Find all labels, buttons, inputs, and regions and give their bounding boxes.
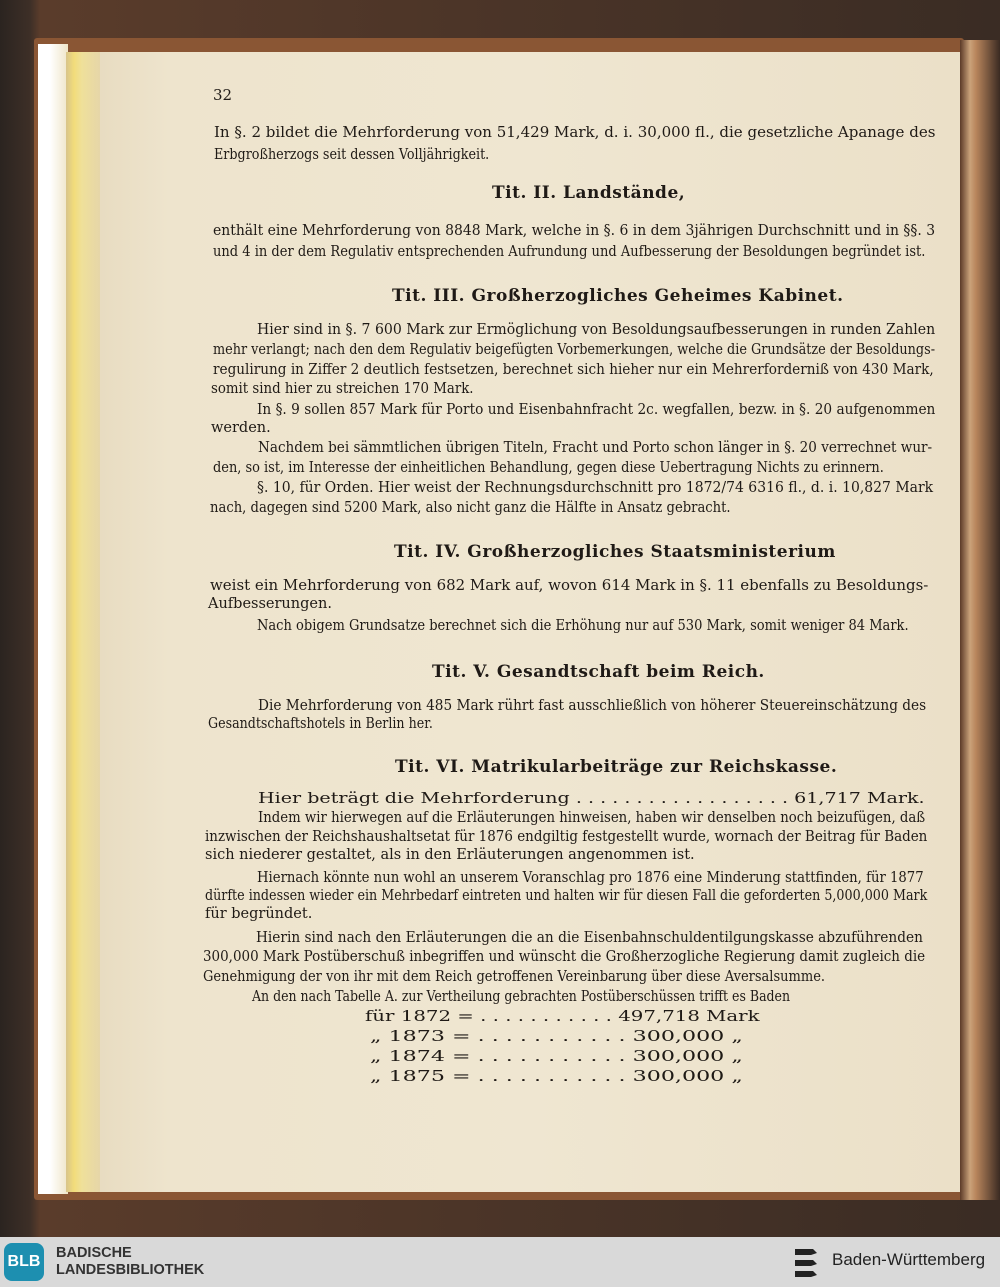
text-line: für 1872 = . . . . . . . . . . . 497,718 Mark [365, 1009, 760, 1025]
text-line: Aufbesserungen. [208, 596, 332, 612]
text-line: In §. 2 bildet die Mehrforderung von 51,429 Mark, d. i. 30,000 fl., die gesetzliche Apanage des [214, 125, 936, 141]
text-line: Hierin sind nach den Erläuterungen die an die Eisenbahnschuldentilgungskasse abzuführenden [256, 930, 923, 946]
text-line: In §. 9 sollen 857 Mark für Porto und Eisenbahnfracht 2c. wegfallen, bezw. in §. 20 aufgenommen [257, 402, 936, 418]
footer-bar [0, 1237, 1000, 1287]
text-line: Genehmigung der von ihr mit dem Reich getroffenen Vereinbarung über diese Aversalsumme. [203, 969, 826, 985]
section-heading: Tit. IV. Großherzogliches Staatsministerium [394, 542, 836, 562]
text-line: „ 1873 = . . . . . . . . . . . 300,000 „ [370, 1029, 743, 1045]
text-line: für begründet. [205, 906, 313, 922]
text-line: inzwischen der Reichshaushaltsetat für 1876 endgiltig festgestellt wurde, wornach der Beitrag für Baden [205, 829, 928, 845]
text-line: Die Mehrforderung von 485 Mark rührt fast ausschließlich von höherer Steuereinschätzung des [258, 698, 927, 714]
text-line: Hier sind in §. 7 600 Mark zur Ermöglichung von Besoldungsaufbesserungen in runden Zahlen [257, 322, 936, 338]
text-line: §. 10, für Orden. Hier weist der Rechnungsdurchschnitt pro 1872/74 6316 fl., d. i. 10,827 Mark [257, 480, 934, 496]
text-line: „ 1874 = . . . . . . . . . . . 300,000 „ [370, 1049, 743, 1065]
library-name-line2: LANDESBIBLIOTHEK [56, 1262, 205, 1278]
text-line: regulirung in Ziffer 2 deutlich festsetzen, berechnet sich hieher nur ein Mehrerforderniß von 430 Mark, [213, 362, 934, 378]
book-spine [960, 40, 1000, 1200]
text-line: den, so ist, im Interesse der einheitlichen Behandlung, gegen diese Uebertragung Nichts zu erinnern. [213, 460, 884, 476]
section-heading: Tit. III. Großherzogliches Geheimes Kabinet. [392, 286, 844, 306]
text-line: Erbgroßherzogs seit dessen Volljährigkeit. [214, 147, 490, 163]
text-line: An den nach Tabelle A. zur Vertheilung gebrachten Postüberschüssen trifft es Baden [252, 989, 791, 1005]
text-line: dürfte indessen wieder ein Mehrbedarf eintreten und halten wir für diesen Fall die geforderten 5,000,000 Mark [205, 888, 928, 904]
text-line: 300,000 Mark Postüberschuß inbegriffen und wünscht die Großherzogliche Regierung damit zugleich die [203, 949, 926, 965]
text-line: „ 1875 = . . . . . . . . . . . 300,000 „ [370, 1069, 743, 1085]
page-number: 32 [213, 86, 233, 104]
text-line: Indem wir hierwegen auf die Erläuterungen hinweisen, haben wir denselben noch beizufügen, daß [258, 810, 926, 826]
text-line: mehr verlangt; nach den dem Regulativ beigefügten Vorbemerkungen, welche die Grundsätze der Besoldungs- [213, 342, 936, 358]
text-line: sich niederer gestaltet, als in den Erläuterungen angenommen ist. [205, 847, 695, 863]
library-name-line1: BADISCHE [56, 1245, 132, 1261]
text-line: Gesandtschaftshotels in Berlin her. [208, 716, 433, 732]
text-line: und 4 in der dem Regulativ entsprechenden Aufrundung und Aufbesserung der Besoldungen begründet ist. [213, 244, 926, 260]
text-line: somit sind hier zu streichen 170 Mark. [211, 381, 474, 397]
state-name[interactable]: Baden-Württemberg [832, 1250, 986, 1269]
text-line: enthält eine Mehrforderung von 8848 Mark, welche in §. 6 in dem 3jährigen Durchschnitt und in §§. 3 [213, 223, 936, 239]
text-line: Hier beträgt die Mehrforderung . . . . . . . . . . . . . . . . . . 61,717 Mark. [258, 791, 925, 807]
text-line: Hiernach könnte nun wohl an unserem Voranschlag pro 1876 eine Minderung stattfinden, für 1877 [257, 870, 924, 886]
section-heading: Tit. II. Landstände, [492, 183, 686, 203]
page-stack [38, 44, 68, 1194]
text-line: werden. [211, 420, 271, 436]
section-heading: Tit. V. Gesandtschaft beim Reich. [432, 662, 765, 682]
text-line: nach, dagegen sind 5200 Mark, also nicht ganz die Hälfte in Ansatz gebracht. [210, 500, 731, 516]
text-line: Nachdem bei sämmtlichen übrigen Titeln, Fracht und Porto schon länger in §. 20 verrechnet wur- [258, 440, 933, 456]
text-line: weist ein Mehrforderung von 682 Mark auf, wovon 614 Mark in §. 11 ebenfalls zu Besoldungs- [210, 578, 929, 594]
library-name[interactable] [56, 1245, 204, 1279]
section-heading: Tit. VI. Matrikularbeiträge zur Reichskasse. [395, 757, 838, 777]
blb-logo[interactable]: BLB [4, 1243, 44, 1281]
lions-icon [793, 1245, 821, 1281]
text-line: Nach obigem Grundsatze berechnet sich die Erhöhung nur auf 530 Mark, somit weniger 84 Mark. [257, 618, 909, 634]
